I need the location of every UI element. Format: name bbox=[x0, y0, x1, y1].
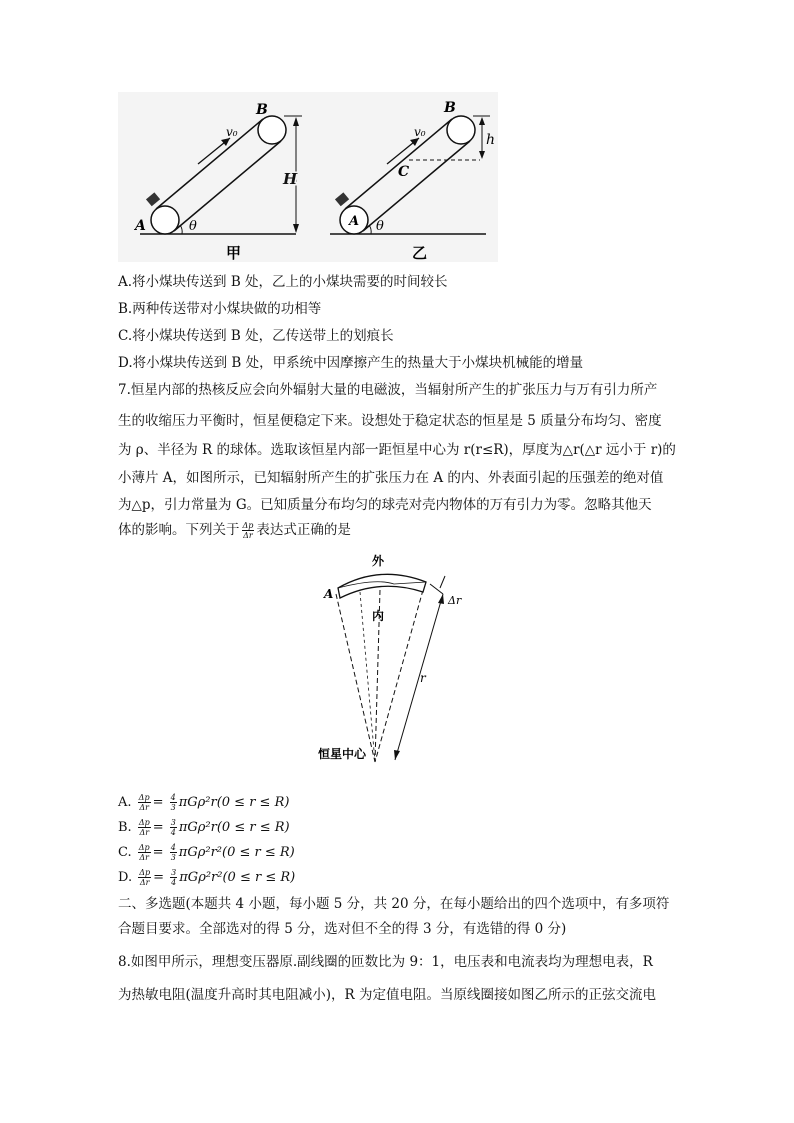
q8-line-2: 为热敏电阻(温度升高时其电阻减小)，R 为定值电阻。当原线圈接如图乙所示的正弦交流电 bbox=[118, 987, 656, 1003]
lhs-fraction bbox=[138, 793, 151, 812]
coef-denominator: 3 bbox=[170, 803, 176, 812]
conveyor-figure bbox=[118, 92, 498, 262]
a-label: A bbox=[349, 214, 360, 229]
b-label: B bbox=[444, 100, 456, 116]
lhs-fraction bbox=[138, 843, 151, 862]
option-body: πGρ²r(0 ≤ r ≤ R) bbox=[178, 820, 290, 835]
c-label: C bbox=[398, 164, 410, 180]
q7-line-2: 生的收缩压力平衡时，恒星便稳定下来。设想处于稳定状态的恒星是 5 质量分布均匀、密度 bbox=[118, 413, 662, 429]
star-slice-figure bbox=[316, 548, 486, 770]
r-arrow-top bbox=[438, 594, 444, 604]
coef-numerator: 3 bbox=[171, 868, 177, 877]
q6-option-c: C.将小煤块传送到 B 处，乙传送带上的划痕长 bbox=[118, 328, 394, 344]
dr-arrow-top bbox=[440, 576, 445, 588]
a-label: A bbox=[135, 218, 146, 234]
outer-label: 外 bbox=[372, 554, 385, 568]
yi-label: 乙 bbox=[412, 244, 428, 262]
frac-denominator: Δr bbox=[243, 531, 253, 540]
option-letter: C. bbox=[118, 845, 132, 860]
q6-option-d: D.将小煤块传送到 B 处，甲系统中因摩擦产生的热量大于小煤块机械能的增量 bbox=[118, 355, 584, 371]
theta-label: θ bbox=[189, 219, 197, 234]
q7-line-3: 为 ρ、半径为 R 的球体。选取该恒星内部一距恒星中心为 r(r≤R)，厚度为△r(△r 远小于 r)的 bbox=[118, 442, 676, 458]
q7-line-6-post: 表达式正确的是 bbox=[256, 522, 351, 538]
dp-dr-fraction bbox=[242, 521, 255, 540]
v0-label: v₀ bbox=[414, 125, 426, 139]
q8-line-1: 8.如图甲所示，理想变压器原.副线圈的匝数比为 9：1，电压表和电流表均为理想电表，R bbox=[118, 954, 653, 970]
frac-denominator: Δr bbox=[139, 803, 149, 812]
q7-line-4: 小薄片 A，如图所示，已知辐射所产生的扩张压力在 A 的内、外表面引起的压强差的绝对值 bbox=[118, 470, 664, 486]
q7-line-6-pre: 体的影响。下列关于 bbox=[118, 522, 240, 538]
q7-option-d: D. $\frac{\Delta p}{\Delta r}$ = $\frac{3}{4}$ πGρ²r²(0 ≤ r ≤ R) bbox=[118, 868, 296, 887]
figure-background bbox=[118, 92, 498, 262]
q7-option-a: A. $\frac{\Delta p}{\Delta r}$ = $\frac{4}{3}$ πGρ²r(0 ≤ r ≤ R) bbox=[118, 793, 290, 812]
q7-line-5: 为△p，引力常量为 G。已知质量分布均匀的球壳对壳内物体的万有引力为零。忽略其他天 bbox=[118, 497, 652, 513]
lhs-fraction bbox=[138, 818, 151, 837]
option-letter: A. bbox=[118, 795, 132, 810]
section2-line-2: 合题目要求。全部选对的得 5 分，选对但不全的得 3 分，有选错的得 0 分) bbox=[118, 921, 567, 937]
center-label: 恒星中心 bbox=[318, 747, 367, 761]
q7-line-1: 7.恒星内部的热核反应会向外辐射大量的电磁波，当辐射所产生的扩张压力与万有引力所产 bbox=[118, 382, 658, 398]
frac-denominator: Δr bbox=[139, 828, 150, 837]
b-label: B bbox=[256, 102, 268, 118]
jia-label: 甲 bbox=[226, 244, 242, 262]
option-letter: D. bbox=[118, 870, 133, 885]
option-letter: B. bbox=[118, 820, 132, 835]
option-body: πGρ²r(0 ≤ r ≤ R) bbox=[178, 795, 290, 810]
q7-option-b: B. $\frac{\Delta p}{\Delta r}$ = $\frac{3}{4}$ πGρ²r(0 ≤ r ≤ R) bbox=[118, 818, 290, 837]
coef-denominator: 4 bbox=[170, 828, 176, 837]
slice-a bbox=[338, 574, 426, 598]
theta-label: θ bbox=[376, 219, 384, 234]
frac-denominator: Δr bbox=[139, 853, 150, 862]
coef-numerator: 3 bbox=[170, 818, 176, 827]
dr-label: Δr bbox=[448, 594, 462, 607]
r-dimension-line bbox=[395, 594, 443, 760]
coef-fraction bbox=[170, 868, 177, 887]
frac-numerator: Δp bbox=[242, 521, 254, 530]
a-label: A bbox=[324, 587, 334, 601]
option-body: πGρ²r²(0 ≤ r ≤ R) bbox=[179, 870, 296, 885]
coef-denominator: 4 bbox=[171, 878, 177, 887]
frac-numerator: Δp bbox=[138, 793, 150, 802]
inner-label: 内 bbox=[372, 609, 385, 623]
left-radius bbox=[336, 594, 375, 762]
q6-option-b: B.两种传送带对小煤块做的功相等 bbox=[118, 301, 322, 317]
frac-denominator: Δr bbox=[139, 878, 150, 887]
coef-fraction bbox=[170, 843, 177, 862]
h-big-label: H bbox=[283, 170, 298, 188]
coef-fraction bbox=[170, 793, 177, 812]
q7-option-c: C. $\frac{\Delta p}{\Delta r}$ = $\frac{4}{3}$ πGρ²r²(0 ≤ r ≤ R) bbox=[118, 843, 295, 862]
r-arrow-bottom bbox=[394, 750, 400, 760]
v0-label: v₀ bbox=[226, 125, 238, 139]
coef-fraction bbox=[170, 818, 177, 837]
q6-option-a: A.将小煤块传送到 B 处，乙上的小煤块需要的时间较长 bbox=[118, 274, 448, 290]
frac-numerator: Δp bbox=[138, 818, 150, 827]
option-body: πGρ²r²(0 ≤ r ≤ R) bbox=[178, 845, 295, 860]
lhs-fraction bbox=[138, 868, 151, 887]
coef-denominator: 3 bbox=[170, 853, 176, 862]
frac-numerator: Δp bbox=[138, 843, 150, 852]
coef-numerator: 4 bbox=[170, 843, 176, 852]
r-label: r bbox=[420, 671, 426, 685]
section2-line-1: 二、多选题(本题共 4 小题，每小题 5 分，共 20 分，在每小题给出的四个选项中，有多项符 bbox=[118, 896, 670, 912]
q7-line-6 bbox=[118, 518, 351, 540]
h-small-label: h bbox=[486, 132, 496, 148]
frac-numerator: Δp bbox=[139, 868, 151, 877]
coef-numerator: 4 bbox=[170, 793, 176, 802]
